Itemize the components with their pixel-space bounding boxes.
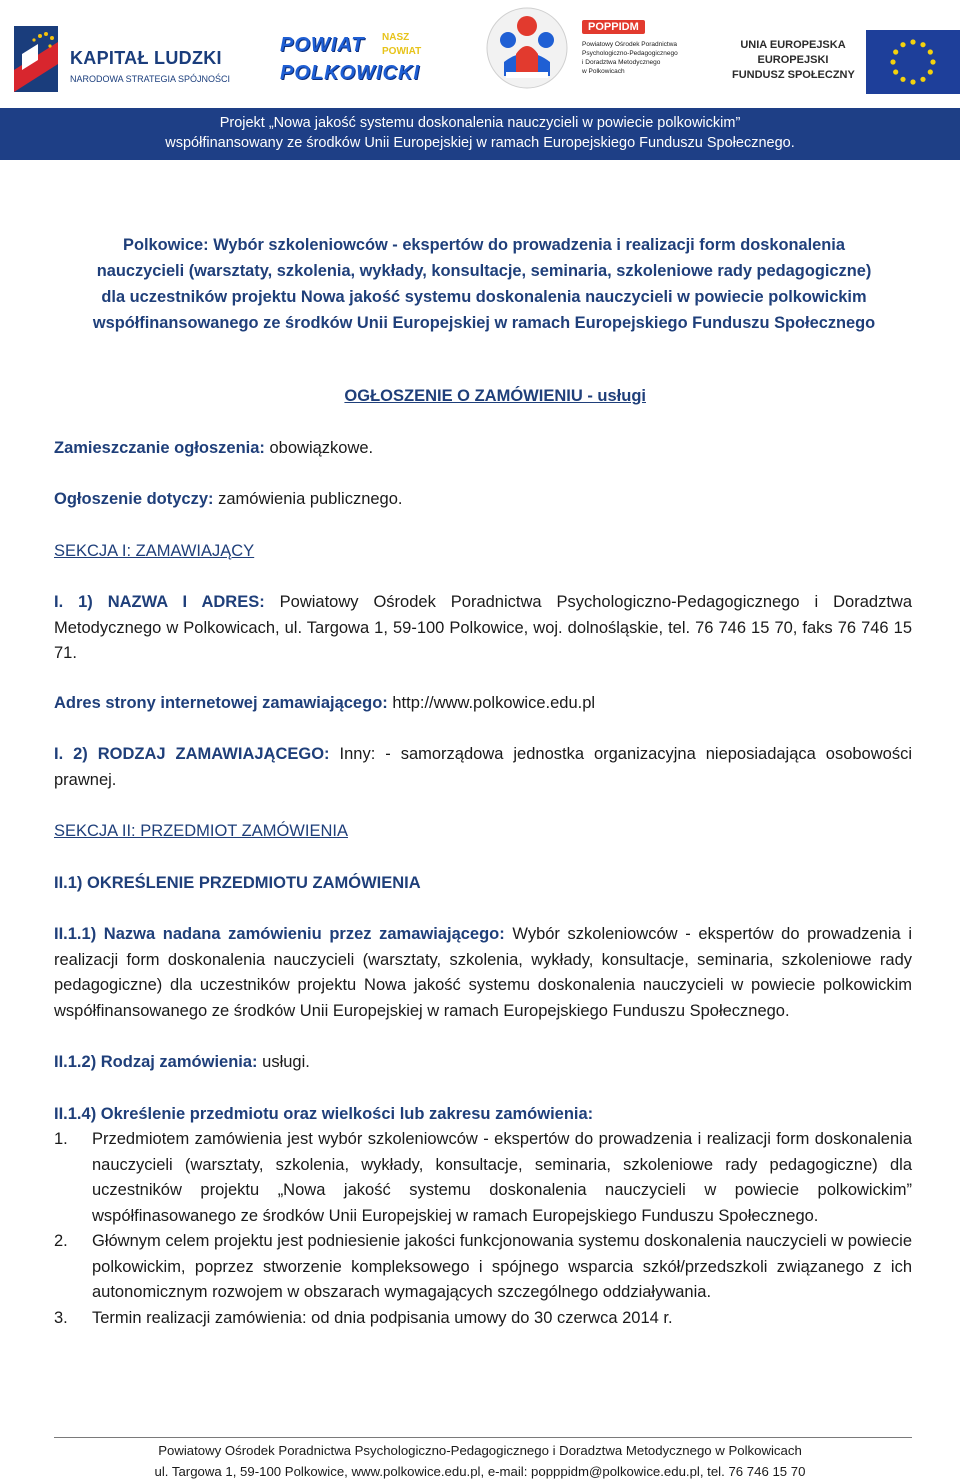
name-address-field: [54, 590, 912, 667]
title-line: dla uczestników projektu Nowa jakość systemu doskonalenia nauczycieli w powiecie polkowickim: [101, 288, 867, 306]
poppidm-sub-line: Powiatowy Ośrodek Poradnictwa: [582, 41, 678, 48]
poppidm-logo: [486, 4, 686, 90]
buyer-type-field: [54, 742, 912, 793]
notice-heading: OGŁOSZENIE O ZAMÓWIENIU - usługi: [344, 387, 646, 405]
project-header-line: Projekt „Nowa jakość systemu doskonalenia nauczycieli w powiecie polkowickim”: [219, 115, 741, 131]
order-type-value: usługi.: [262, 1053, 310, 1071]
title-line: nauczycieli (warsztaty, szkolenia, wykłady, konsultacje, seminaria, szkoleniowe rady pedagogiczne): [96, 262, 872, 280]
poppidm-sub-line: Psychologiczno-Pedagogicznego: [582, 50, 678, 57]
buyer-type-label: I. 2) RODZAJ ZAMAWIAJĄCEGO:: [54, 745, 330, 763]
poppidm-sub-line: i Doradztwa Metodycznego: [582, 59, 661, 66]
footer-divider: [54, 1437, 912, 1438]
list-text: Termin realizacji zamówienia: od dnia podpisania umowy do 30 czerwca 2014 r.: [92, 1308, 673, 1327]
placement-label: Zamieszczanie ogłoszenia:: [54, 438, 265, 457]
list-number: 3.: [54, 1308, 68, 1327]
polkowicki-text: POLKOWICKI: [280, 62, 420, 84]
eu-line: UNIA EUROPEJSKA: [740, 39, 846, 51]
order-name-field: [54, 922, 912, 1024]
powiat-polkowicki-logo: [278, 32, 440, 92]
list-text: Przedmiotem zamówienia jest wybór szkoleniowców - ekspertów do prowadzenia i realizacji form doskonalenia nauczycieli (warsztaty, szkolenia, wykłady, konsultacje, seminaria, szkoleniowe rady pedagogiczne) dla uczestników projektu „Nowa jakość systemu doskonalenia nauczycieli w powiecie polkowickim” współfinasowanego ze środków Unii Europejskiej w ramach Europejskiego Funduszu Społecznego.: [92, 1130, 912, 1225]
subject-heading: II.1) OKREŚLENIE PRZEDMIOTU ZAMÓWIENIA: [54, 873, 421, 892]
document-title: [54, 232, 914, 336]
list-text: Głównym celem projektu jest podniesienie jakości funkcjonowania systemu doskonalenia nauczycieli w powiecie polkowickim, poprzez stworzenie kompleksowego i spójnego wsparcia szkół/przedszkoli związanego z ich autonomicznym rozwojem w obszarach wymagających szczególnego oddziaływania.: [92, 1232, 912, 1301]
project-header-line: współfinansowany ze środków Unii Europejskiej w ramach Europejskiego Funduszu Społecznego.: [165, 135, 795, 151]
list-item: [54, 1306, 912, 1332]
section-2-heading: SEKCJA II: PRZEDMIOT ZAMÓWIENIA: [54, 822, 348, 840]
kapital-ludzki-subtitle: NARODOWA STRATEGIA SPÓJNOŚCI: [70, 74, 231, 84]
order-name-value: Wybór szkoleniowców - ekspertów do prowadzenia i realizacji form doskonalenia nauczycieli (warsztaty, szkolenia, wykłady, konsultacje, seminaria, szkoleniowe rady pedagogiczne) dla uczestników projektu Nowa jakość systemu doskonalenia nauczycieli w powiecie polkowickim współfinansowanego ze środków Unii Europejskiej w ramach Europejskiego Funduszu Społecznego.: [54, 925, 912, 1020]
scope-heading: II.1.4) Określenie przedmiotu oraz wielkości lub zakresu zamówienia:: [54, 1104, 594, 1123]
placement-field: [54, 436, 912, 462]
list-number: 1.: [54, 1130, 68, 1148]
kapital-ludzki-emblem-icon: [8, 24, 64, 96]
footer-line: ul. Targowa 1, 59-100 Polkowice, www.polkowice.edu.pl, e-mail: popppidm@polkowice.edu.pl, tel. 76 746 15 70: [154, 1464, 806, 1479]
project-header-band: [0, 108, 960, 160]
eu-logo: [732, 30, 942, 94]
website-field: [54, 691, 912, 717]
order-type-field: [54, 1050, 912, 1076]
footer-line: Powiatowy Ośrodek Poradnictwa Psychologiczno-Pedagogicznego i Doradztwa Metodycznego w Polkowicach: [158, 1443, 802, 1458]
title-line: współfinansowanego ze środków Unii Europejskiej w ramach Europejskiego Funduszu Społecznego: [92, 314, 876, 332]
buyer-type-value: Inny: - samorządowa jednostka organizacyjna nieposiadająca osobowości prawnej.: [54, 745, 912, 789]
placement-value: obowiązkowe.: [269, 438, 374, 457]
poppidm-emblem-icon: [486, 6, 568, 90]
document-body: [54, 384, 912, 1331]
concerns-label: Ogłoszenie dotyczy:: [54, 490, 214, 508]
eu-flag-icon: [866, 30, 960, 94]
eu-text: [732, 38, 854, 83]
list-item: [54, 1229, 912, 1306]
website-label: Adres strony internetowej zamawiającego:: [54, 693, 388, 712]
order-type-label: II.1.2) Rodzaj zamówienia:: [54, 1053, 258, 1071]
list-item: [54, 1127, 912, 1229]
list-number: 2.: [54, 1232, 68, 1250]
nasz-powiat-text: POWIAT: [382, 46, 422, 57]
nasz-text: NASZ: [382, 32, 410, 43]
poppidm-subtitle: [582, 40, 688, 76]
concerns-field: [54, 487, 912, 513]
footer: [0, 1440, 960, 1482]
logo-bar: [0, 0, 960, 108]
website-value: http://www.polkowice.edu.pl: [392, 693, 596, 712]
eu-line: EUROPEJSKI: [757, 54, 829, 66]
section-1-heading: SEKCJA I: ZAMAWIAJĄCY: [54, 541, 255, 560]
order-name-label: II.1.1) Nazwa nadana zamówieniu przez zamawiającego:: [54, 925, 505, 943]
eu-line: FUNDUSZ SPOŁECZNY: [732, 69, 855, 81]
kapital-ludzki-title: KAPITAŁ LUDZKI: [70, 48, 222, 68]
poppidm-sub-line: w Polkowicach: [582, 68, 625, 75]
name-address-value: Powiatowy Ośrodek Poradnictwa Psychologiczno-Pedagogicznego i Doradztwa Metodycznego w Polkowicach, ul. Targowa 1, 59-100 Polkowice, woj. dolnośląskie, tel. 76 746 15 70, faks 76 746 15 71.: [54, 593, 912, 662]
title-line: Polkowice: Wybór szkoleniowców - ekspertów do prowadzenia i realizacji form doskonalenia: [123, 236, 845, 254]
concerns-value: zamówienia publicznego.: [218, 490, 403, 508]
poppidm-name: POPPIDM: [582, 20, 645, 34]
name-address-label: I. 1) NAZWA I ADRES:: [54, 593, 265, 611]
kapital-ludzki-logo: [8, 24, 238, 100]
powiat-text: POWIAT: [280, 34, 365, 56]
